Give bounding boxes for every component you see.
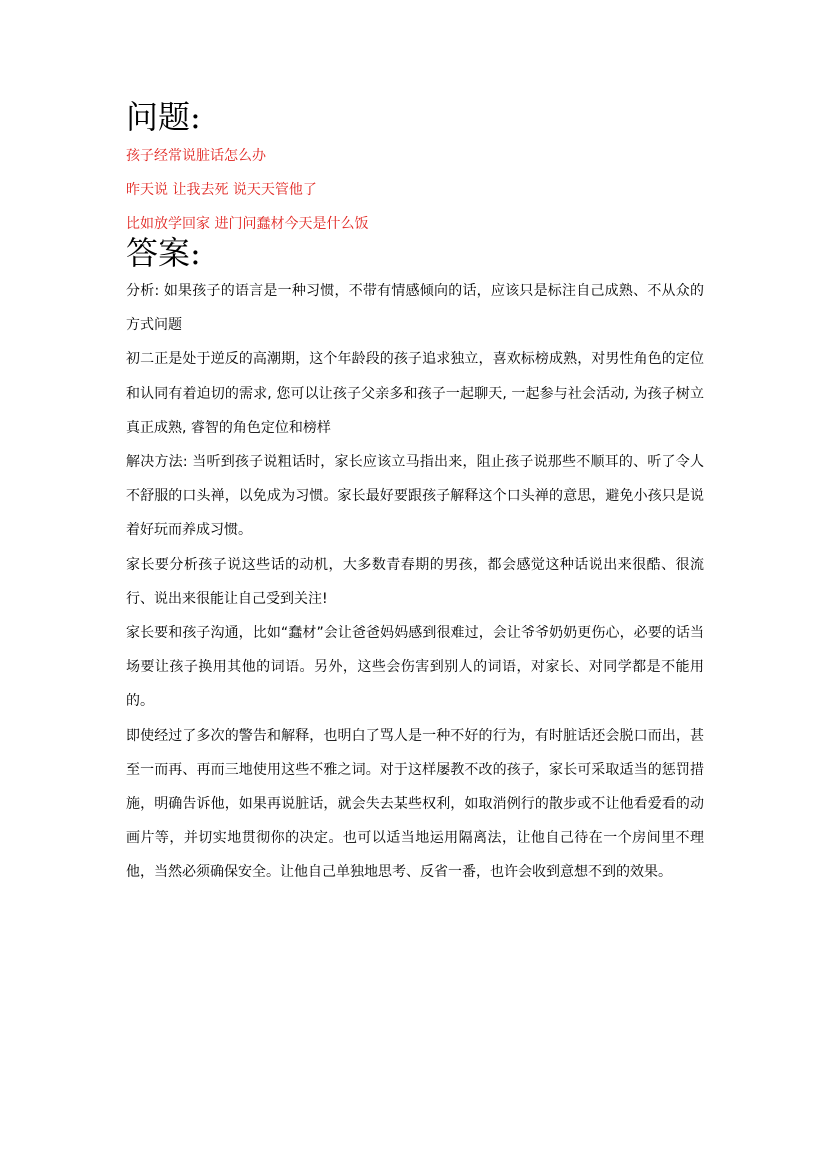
question-line-2: 昨天说 让我去死 说天天管他了 <box>126 182 317 198</box>
answer-paragraph-analysis: 分析: 如果孩子的语言是一种习惯，不带有情感倾向的话，应该只是标注自己成熟、不从众的方式问题 <box>126 283 704 334</box>
answer-heading: 答案: <box>126 234 201 272</box>
answer-paragraph-discipline: 即使经过了多次的警告和解释，也明白了骂人是一种不好的行为，有时脏话还会脱口而出，甚至一而再、再而三地使用这些不雅之词。对于这样屡教不改的孩子，家长可采取适当的惩罚措施，明确告诉他，如果再说脏话，就会失去某些权利，如取消例行的散步或不让他看爱看的动画片等，并切实地贯彻你的决定。也可以适当地运用隔离法，让他自己待在一个房间里不理他，当然必须确保安全。让他自己单独地思考、反省一番，也许会收到意想不到的效果。 <box>126 727 704 881</box>
answer-body <box>126 274 704 890</box>
answer-paragraph-motive: 家长要分析孩子说这些话的动机，大多数青春期的男孩，都会感觉这种话说出来很酷、很流行、说出来很能让自己受到关注! <box>126 556 704 607</box>
question-heading: 问题: <box>126 98 201 136</box>
answer-paragraph-context: 初二正是处于逆反的高潮期，这个年龄段的孩子追求独立，喜欢标榜成熟，对男性角色的定位和认同有着迫切的需求, 您可以让孩子父亲多和孩子一起聊天, 一起参与社会活动, 为孩子树立真正成熟, 睿智的角色定位和榜样 <box>126 351 704 436</box>
answer-paragraph-solution: 解决方法: 当听到孩子说粗话时，家长应该立马指出来，阻止孩子说那些不顺耳的、听了令人不舒服的口头禅，以免成为习惯。家长最好要跟孩子解释这个口头禅的意思，避免小孩只是说着好玩而养成习惯。 <box>126 454 704 539</box>
document-page <box>126 96 704 890</box>
question-block <box>126 146 704 234</box>
answer-paragraph-communication: 家长要和孩子沟通，比如“蠢材”会让爸爸妈妈感到很难过，会让爷爷奶奶更伤心，必要的话当场要让孩子换用其他的词语。另外，这些会伤害到别人的词语，对家长、对同学都是不能用的。 <box>126 625 704 710</box>
question-line-1: 孩子经常说脏话怎么办 <box>126 148 266 164</box>
question-line-3: 比如放学回家 进门问蠢材今天是什么饭 <box>126 216 369 232</box>
